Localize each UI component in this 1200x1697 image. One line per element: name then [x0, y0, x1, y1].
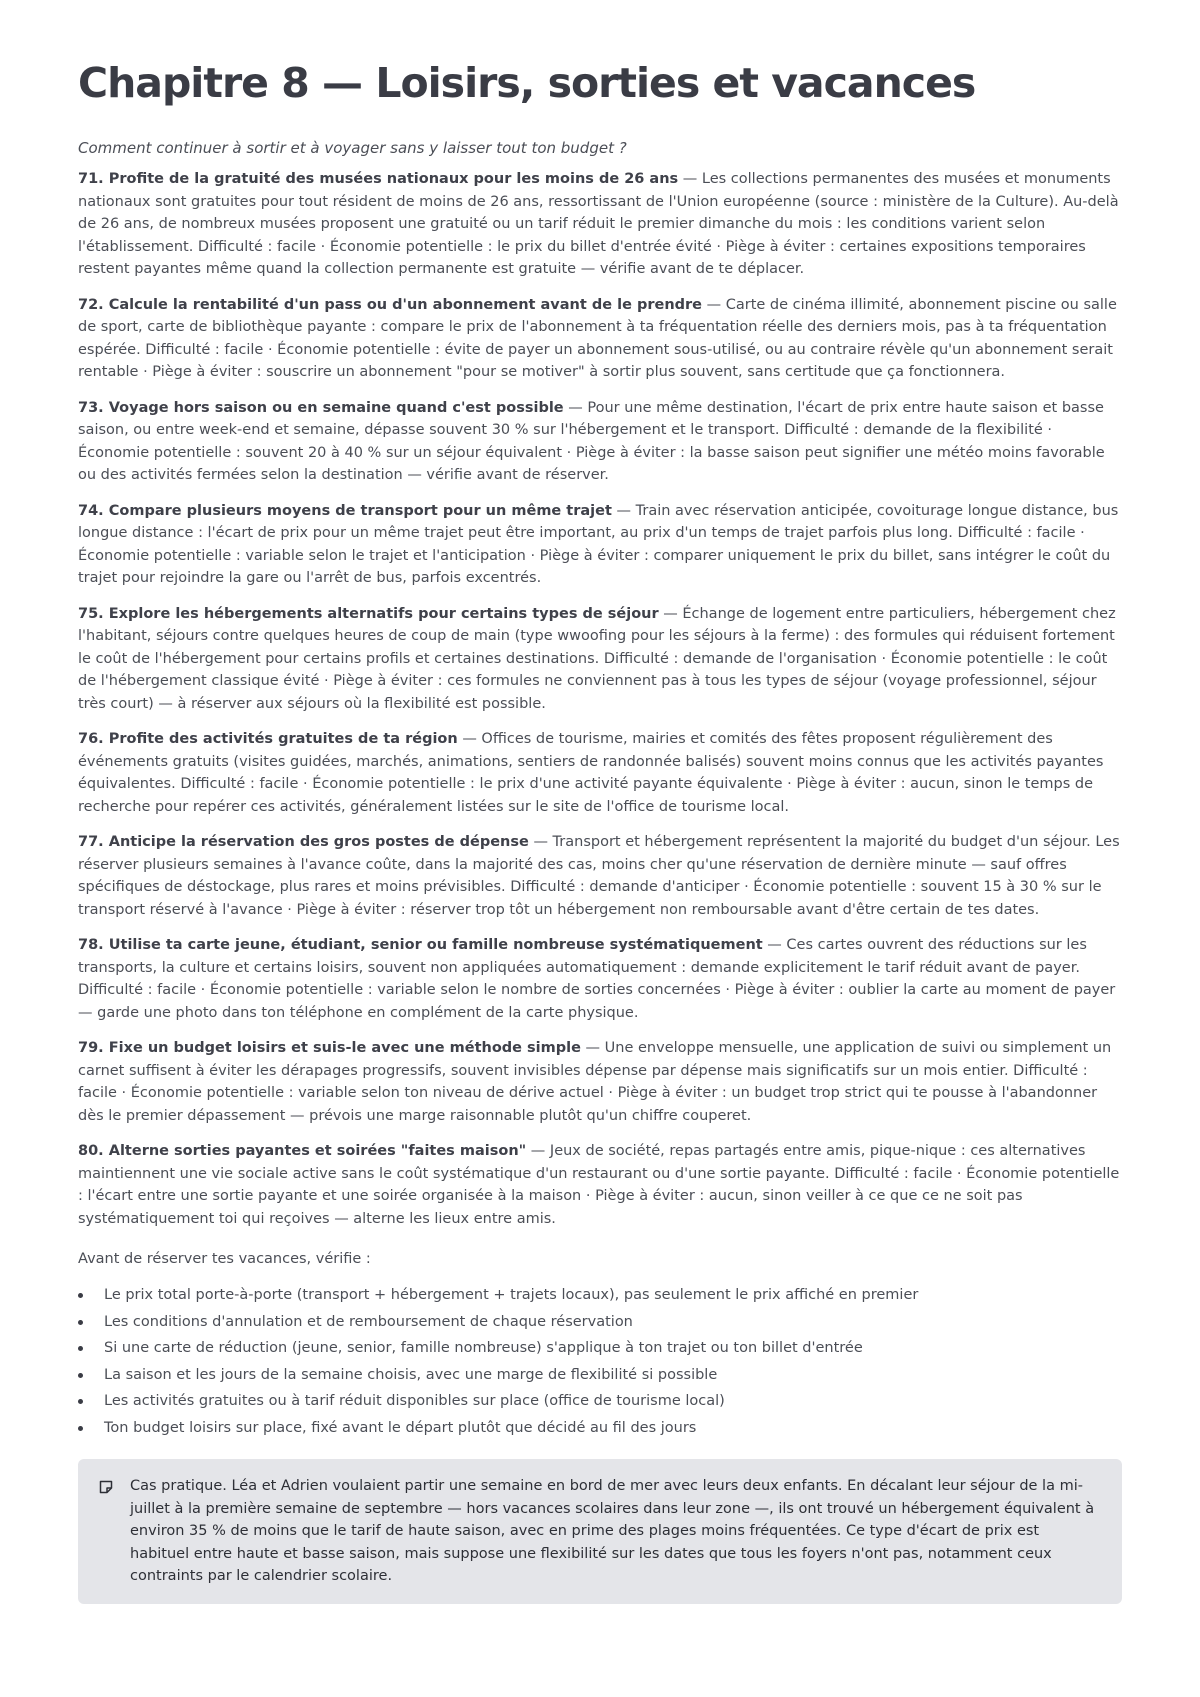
checklist-item: Les activités gratuites ou à tarif réduit disponibles sur place (office de tourisme local): [78, 1388, 1122, 1415]
checklist-item: Si une carte de réduction (jeune, senior, famille nombreuse) s'applique à ton trajet ou ton billet d'entrée: [78, 1335, 1122, 1362]
checklist-item: La saison et les jours de la semaine choisis, avec une marge de flexibilité si possible: [78, 1362, 1122, 1389]
tip-body: — Ces cartes ouvrent des réductions sur les transports, la culture et certains loisirs, souvent non appliquées automatiquement : demande explicitement le tarif réduit avant de payer. Difficulté : facile · Économie potentielle : variable selon le nombre de sorties concernées · Piège à éviter : oublier la carte au moment de payer — garde une photo dans ton téléphone en complément de la carte physique.: [78, 937, 1116, 1021]
checklist-item: Le prix total porte-à-porte (transport + hébergement + trajets locaux), pas seulement le prix affiché en premier: [78, 1282, 1122, 1309]
note-icon: [98, 1479, 114, 1495]
tip-body: — Carte de cinéma illimité, abonnement piscine ou salle de sport, carte de bibliothèque payante : compare le prix de l'abonnement à ta fréquentation réelle des derniers mois, pas à ta fréquentation espérée. Difficulté : facile · Économie potentielle : évite de payer un abonnement sous-utilisé, ou au contraire révèle qu'un abonnement serait rentable · Piège à éviter : souscrire un abonnement "pour se motiver" à sortir plus souvent, sans certitude que ça fonctionnera.: [78, 296, 1117, 381]
tip-body: — Pour une même destination, l'écart de prix entre haute saison et basse saison, ou entre week-end et semaine, dépasse souvent 30 % sur l'hébergement et le transport. Difficulté : demande de la flexibilité · Économie potentielle : souvent 20 à 40 % sur un séjour équivalent · Piège à éviter : la basse saison peut signifier une météo moins favorable ou des activités fermées selon la destination — vérifie avant de réserver.: [78, 399, 1105, 484]
checklist-item: Ton budget loisirs sur place, fixé avant le départ plutôt que décidé au fil des jours: [78, 1415, 1122, 1442]
tip-title: 71. Profite de la gratuité des musées nationaux pour les moins de 26 ans: [78, 171, 679, 188]
checklist: [78, 1282, 1122, 1441]
tip-paragraph: [78, 1140, 1122, 1230]
tip-body: — Une enveloppe mensuelle, une application de suivi ou simplement un carnet suffisent à éviter les dérapages progressifs, souvent invisibles dépense par dépense mais significatifs sur un mois entier. Difficulté : facile · Économie potentielle : variable selon ton niveau de dérive actuel · Piège à éviter : un budget trop strict qui te pousse à l'abandonner dès le premier dépassement — prévois une marge raisonnable plutôt qu'un chiffre couperet.: [78, 1040, 1112, 1124]
tip-paragraph: [78, 397, 1122, 487]
tip-paragraph: [78, 603, 1122, 716]
tip-title: 74. Compare plusieurs moyens de transport pour un même trajet: [78, 502, 612, 519]
case-study-text: Cas pratique. Léa et Adrien voulaient partir une semaine en bord de mer avec leurs deux enfants. En décalant leur séjour de la mi-juillet à la première semaine de septembre — hors vacances scolaires dans leur zone —, ils ont trouvé un hébergement équivalent à environ 35 % de moins que le tarif de haute saison, avec en prime des plages moins fréquentées. Ce type d'écart de prix est habituel entre haute et basse saison, mais suppose une flexibilité sur les dates que tous les foyers n'ont pas, notamment ceux contraints par le calendrier scolaire.: [130, 1478, 1095, 1585]
tip-body: — Jeux de société, repas partagés entre amis, pique-nique : ces alternatives maintiennent une vie sociale active sans le coût systématique d'un restaurant ou d'une sortie payante. Difficulté : facile · Économie potentielle : l'écart entre une sortie payante et une soirée organisée à la maison · Piège à éviter : aucun, sinon veiller à ce que ce ne soit pas systématiquement toi qui reçoives — alterne les lieux entre amis.: [78, 1143, 1120, 1227]
chapter-subtitle: Comment continuer à sortir et à voyager sans y laisser tout ton budget ?: [78, 139, 627, 158]
tip-title: 75. Explore les hébergements alternatifs pour certains types de séjour: [78, 605, 659, 622]
tip-body: — Train avec réservation anticipée, covoiturage longue distance, bus longue distance : l'écart de prix pour un même trajet peut être important, au prix d'un temps de trajet parfois plus long. Difficulté : facile · Économie potentielle : variable selon le trajet et l'anticipation · Piège à éviter : comparer uniquement le prix du billet, sans intégrer le coût du trajet pour rejoindre la gare ou l'arrêt de bus, parfois excentrés.: [78, 502, 1119, 587]
tip-paragraph: [78, 728, 1122, 818]
tip-paragraph: [78, 168, 1122, 281]
tip-title: 80. Alterne sorties payantes et soirées "faites maison": [78, 1143, 527, 1160]
tip-body: — Offices de tourisme, mairies et comités des fêtes proposent régulièrement des événements gratuits (visites guidées, marchés, animations, sentiers de randonnée balisés) souvent moins connus que les activités payantes équivalentes. Difficulté : facile · Économie potentielle : le prix d'une activité payante équivalente · Piège à éviter : aucun, sinon le temps de recherche pour repérer ces activités, généralement listées sur le site de l'office de tourisme local.: [78, 731, 1104, 815]
tip-body: — Les collections permanentes des musées et monuments nationaux sont gratuites pour tout résident de moins de 26 ans, ressortissant de l'Union européenne (source : ministère de la Culture). Au-delà de 26 ans, de nombreux musées proposent une gratuité ou un tarif réduit le premier dimanche du mois : les conditions varient selon l'établissement. Difficulté : facile · Économie potentielle : le prix du billet d'entrée évité · Piège à éviter : certaines expositions temporaires restent payantes même quand la collection permanente est gratuite — vérifie avant de te déplacer.: [78, 171, 1119, 278]
checklist-item: Les conditions d'annulation et de remboursement de chaque réservation: [78, 1309, 1122, 1336]
tip-paragraph: [78, 831, 1122, 921]
tip-title: 77. Anticipe la réservation des gros postes de dépense: [78, 834, 529, 851]
tip-title: 76. Profite des activités gratuites de ta région: [78, 731, 458, 748]
case-study-callout: [78, 1459, 1122, 1604]
tip-paragraph: [78, 1037, 1122, 1127]
tip-paragraph: [78, 500, 1122, 590]
tip-title: 78. Utilise ta carte jeune, étudiant, senior ou famille nombreuse systématiquement: [78, 937, 763, 954]
tip-title: 73. Voyage hors saison ou en semaine quand c'est possible: [78, 399, 564, 416]
tips-list: [78, 168, 1122, 1230]
chapter-title: Chapitre 8 — Loisirs, sorties et vacances: [78, 59, 976, 107]
tip-body: — Transport et hébergement représentent la majorité du budget d'un séjour. Les réserver plusieurs semaines à l'avance coûte, dans la majorité des cas, moins cher qu'une réservation de dernière minute — sauf offres spécifiques de déstockage, plus rares et moins prévisibles. Difficulté : demande d'anticiper · Économie potentielle : souvent 15 à 30 % sur le transport réservé à l'avance · Piège à éviter : réserver trop tôt un hébergement non remboursable avant d'être certain de tes dates.: [78, 834, 1120, 918]
tip-paragraph: [78, 294, 1122, 384]
tip-title: 72. Calcule la rentabilité d'un pass ou d'un abonnement avant de le prendre: [78, 296, 703, 313]
tip-paragraph: [78, 934, 1122, 1024]
tip-body: — Échange de logement entre particuliers, hébergement chez l'habitant, séjours contre quelques heures de coup de main (type wwoofing pour les séjours à la ferme) : des formules qui réduisent fortement le coût de l'hébergement pour certains profils et certaines destinations. Difficulté : demande de l'organisation · Économie potentielle : le coût de l'hébergement classique évité · Piège à éviter : ces formules ne conviennent pas à tous les types de séjour (voyage professionnel, séjour très court) — à réserver aux séjours où la flexibilité est possible.: [78, 605, 1116, 712]
checklist-intro: Avant de réserver tes vacances, vérifie :: [78, 1251, 371, 1268]
tip-title: 79. Fixe un budget loisirs et suis-le avec une méthode simple: [78, 1040, 581, 1057]
